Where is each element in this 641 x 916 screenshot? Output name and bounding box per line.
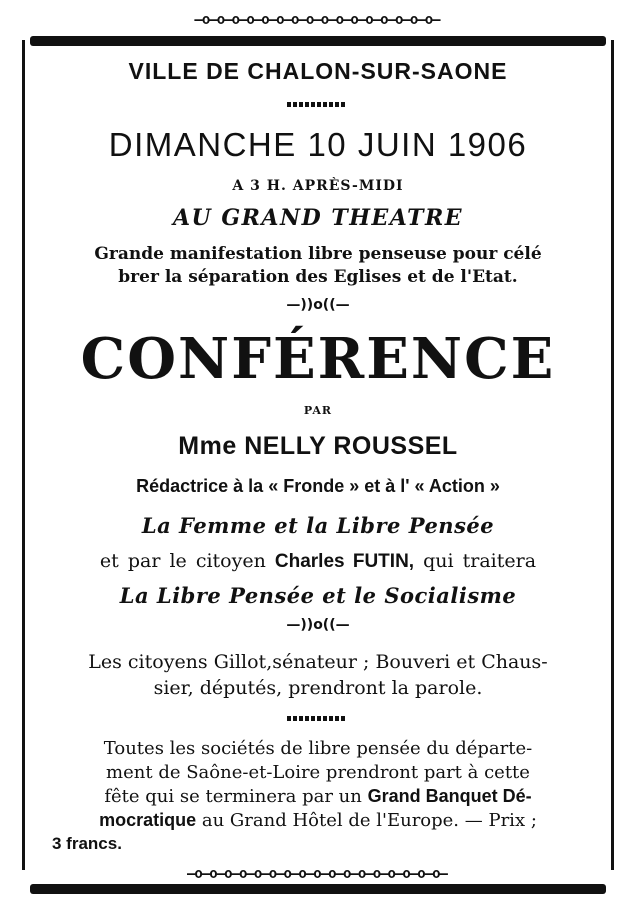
- speaker-2-suffix: qui traitera: [423, 550, 537, 572]
- bottom-heavy-rule: [30, 884, 606, 894]
- banquet-label-part1: Grand Banquet Dé-: [367, 786, 532, 806]
- closing-line-1: Toutes les sociétés de libre pensée du départe-: [103, 738, 533, 759]
- speaker-2-line: [30, 550, 606, 573]
- speaker-1-role: Rédactrice à la « Fronde » et à l' « Action »: [136, 476, 500, 496]
- closing-line-2: ment de Saône-et-Loire prendront part à cette: [106, 762, 530, 783]
- closing-line-4: [30, 810, 606, 831]
- speaker-2-name: Charles FUTIN,: [274, 551, 415, 572]
- speakers-note-line-1: Les citoyens Gillot,sénateur ; Bouveri et Chaus-: [88, 651, 548, 673]
- banquet-label-part2: mocratique: [99, 810, 197, 830]
- dashed-separator: [287, 102, 345, 107]
- purpose-line-1: Grande manifestation libre penseuse pour célé: [94, 244, 542, 264]
- closing-line-3: [30, 786, 606, 807]
- speakers-note-line-2: sier, députés, prendront la parole.: [153, 677, 483, 699]
- city-heading: VILLE DE CHALON-SUR-SAONE: [128, 58, 508, 84]
- topic-2: La Libre Pensée et le Socialisme: [119, 583, 517, 608]
- event-date: DIMANCHE 10 JUIN 1906: [108, 126, 528, 163]
- closing-line-3-text: fête qui se terminera par un: [104, 786, 362, 807]
- speaker-1-name: Mme NELLY ROUSSEL: [178, 432, 458, 460]
- event-time: A 3 H. APRÈS-MIDI: [232, 178, 404, 194]
- closing-line-4-text: au Grand Hôtel de l'Europe. — Prix ;: [201, 810, 537, 831]
- ornament-divider: —))o((—: [286, 297, 350, 313]
- purpose-line-2: brer la séparation des Eglises et de l'Etat.: [118, 267, 518, 287]
- bottom-chain-border: —o—o—o—o—o—o—o—o—o—o—o—o—o—o—o—o—o—: [186, 866, 447, 882]
- speaker-2-prefix: et par le citoyen: [99, 550, 266, 572]
- top-chain-border: —o—o—o—o—o—o—o—o—o—o—o—o—o—o—o—o—: [194, 12, 440, 28]
- ornament-divider-2: —))o((—: [286, 617, 350, 633]
- par-label: PAR: [303, 404, 333, 417]
- left-border-line: [22, 40, 25, 870]
- event-venue: AU GRAND THEATRE: [172, 205, 464, 231]
- topic-1: La Femme et la Libre Pensée: [141, 513, 495, 538]
- dashed-separator-2: [287, 716, 345, 721]
- right-border-line: [611, 40, 614, 870]
- price-line: 3 francs.: [52, 834, 122, 853]
- conference-title: CONFÉRENCE: [80, 326, 556, 392]
- top-heavy-rule: [30, 36, 606, 46]
